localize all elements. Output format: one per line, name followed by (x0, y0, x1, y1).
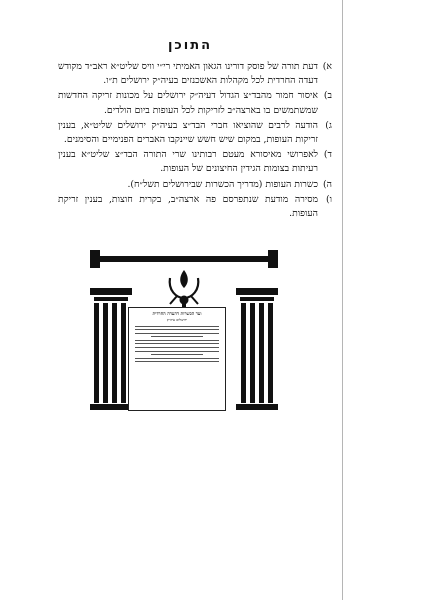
toc-entry-letter: א) (322, 61, 332, 72)
toc-entry (58, 60, 332, 88)
toc-entry-text: לאפרושי מאיסורא מעטם רבותינו שרי התורה הבד״צ שליט״א בענין רעיתות בצומות הגידין החיצונים של העופות. (58, 149, 318, 175)
toc-entry (58, 119, 332, 147)
certificate-text-line (135, 343, 219, 344)
toc-entry-letter: ד) (323, 149, 332, 161)
toc-entry (58, 89, 332, 117)
certificate-heading: ועד הכשרות דהעדה החרדית (152, 312, 202, 317)
certificate-text-line (135, 340, 219, 341)
kashrut-certificate (128, 307, 226, 411)
toc-entry-letter: ב) (323, 90, 332, 102)
toc-entry (58, 178, 332, 192)
certificate-text-line (135, 333, 219, 334)
certificate-text-line (135, 326, 219, 327)
toc-entry-text: איסור חמור מהבד״צ הגדול דעיה״ק ירושלים על מכונות זריקה החדשות שמשתמשים בו בארצה״ב לזריקות לכל העופות ביום הולדים. (58, 90, 318, 116)
certificate-text-line (135, 347, 219, 348)
toc-entry-letter: ה) (323, 178, 332, 190)
toc-entry-text: מסירה מודעת שנתפרסם פה ארצה״ב, בקרית חוצות, בענין זריקת העופות. (58, 193, 318, 220)
toc-entry-text: הודעה לרבים שהוציאו חברי הבד״צ בעיה״ק ירושלים שליט״א, בענין זריקות העופות, במקום שיש חשש שיינקבו האברים הפנימיים והסימנים. (58, 119, 318, 146)
page-title: התוכן (167, 38, 213, 53)
certificate-text-line (135, 351, 219, 352)
page-fold-line (342, 0, 343, 600)
toc-entry-text: דעת תורה של פוסק דורינו הגאון האמיתי רי״י וויס שליט״א ראב״ד מקודש דעדה החרדית לכל מקהלות האשכנזים בעיה״ק ירושלים ת״ו. (58, 61, 318, 87)
certificate-subheading: ירושלים עיה״ק (166, 317, 188, 322)
certificate-text-line (135, 361, 219, 362)
toc-entry-letter: ו) (325, 193, 332, 205)
toc-entry-text: כשרות העופות (מדריך הכשרות שבירושלים תשל״ח). (127, 178, 318, 190)
certificate-text-line (135, 329, 219, 330)
table-of-contents (58, 60, 332, 222)
certificate-text-line (151, 354, 203, 355)
certificate-text-line (151, 336, 203, 337)
toc-entry (58, 193, 332, 221)
toc-entry-letter: ג) (325, 119, 332, 131)
toc-entry (58, 148, 332, 176)
certificate-text-line (135, 358, 219, 359)
